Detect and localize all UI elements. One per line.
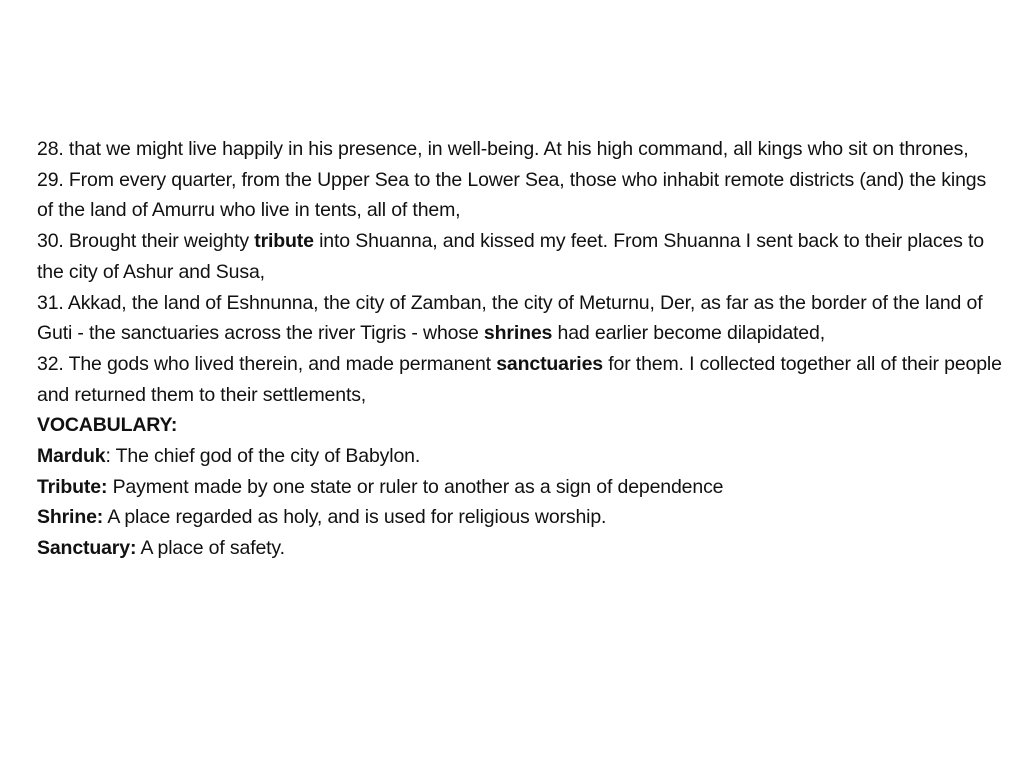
passage-line-31 <box>37 288 1007 349</box>
passage-keyword-sanctuaries: sanctuaries <box>496 352 603 375</box>
vocabulary-definition: : The chief god of the city of Babylon. <box>105 445 421 468</box>
passage-line-29 <box>37 165 1007 226</box>
vocabulary-definition: Payment made by one state or ruler to another as a sign of dependence <box>107 475 724 498</box>
passage-keyword-tribute: tribute <box>254 230 314 253</box>
passage-text: for them. I collected together all of their people and returned them to their settlements, <box>37 352 1002 406</box>
vocabulary-term: Shrine: <box>37 506 104 529</box>
vocabulary-entry-tribute <box>37 472 1007 503</box>
vocabulary-definition: A place of safety. <box>136 537 285 560</box>
passage-line-28 <box>37 134 1007 165</box>
passage-text: 32. The gods who lived therein, and made permanent <box>37 352 497 375</box>
passage-text: 29. From every quarter, from the Upper Sea to the Lower Sea, those who inhabit remote districts (and) the kings of the land of Amurru who live in tents, all of them, <box>37 168 987 222</box>
passage-text: 28. that we might live happily in his presence, in well-being. At his high command, all kings who sit on thrones, <box>37 138 969 160</box>
vocabulary-term: Sanctuary: <box>37 537 137 560</box>
vocabulary-entry-sanctuary <box>37 533 1007 564</box>
passage-text: 31. Akkad, the land of Eshnunna, the city of Zamban, the city of Meturnu, Der, as far as the border of the land of Guti - the sanctuaries across the river Tigris - whose <box>37 291 983 345</box>
vocabulary-heading-text: VOCABULARY: <box>37 414 178 437</box>
vocabulary-heading <box>37 410 1007 441</box>
passage-text: 30. Brought their weighty <box>37 230 255 253</box>
passage-keyword-shrines: shrines <box>483 322 553 345</box>
passage-text: into Shuanna, and kissed my feet. From Shuanna I sent back to their places to the city of Ashur and Susa, <box>37 230 984 283</box>
vocabulary-entry-marduk <box>37 441 1007 472</box>
slide-text-body <box>37 134 1007 564</box>
vocabulary-term: Marduk <box>37 445 106 468</box>
vocabulary-definition: A place regarded as holy, and is used for religious worship. <box>103 506 607 529</box>
vocabulary-entry-shrine <box>37 502 1007 533</box>
passage-line-30 <box>37 226 1007 287</box>
vocabulary-term: Tribute: <box>37 475 108 498</box>
passage-line-32 <box>37 349 1007 410</box>
passage-text: had earlier become dilapidated, <box>552 322 825 345</box>
